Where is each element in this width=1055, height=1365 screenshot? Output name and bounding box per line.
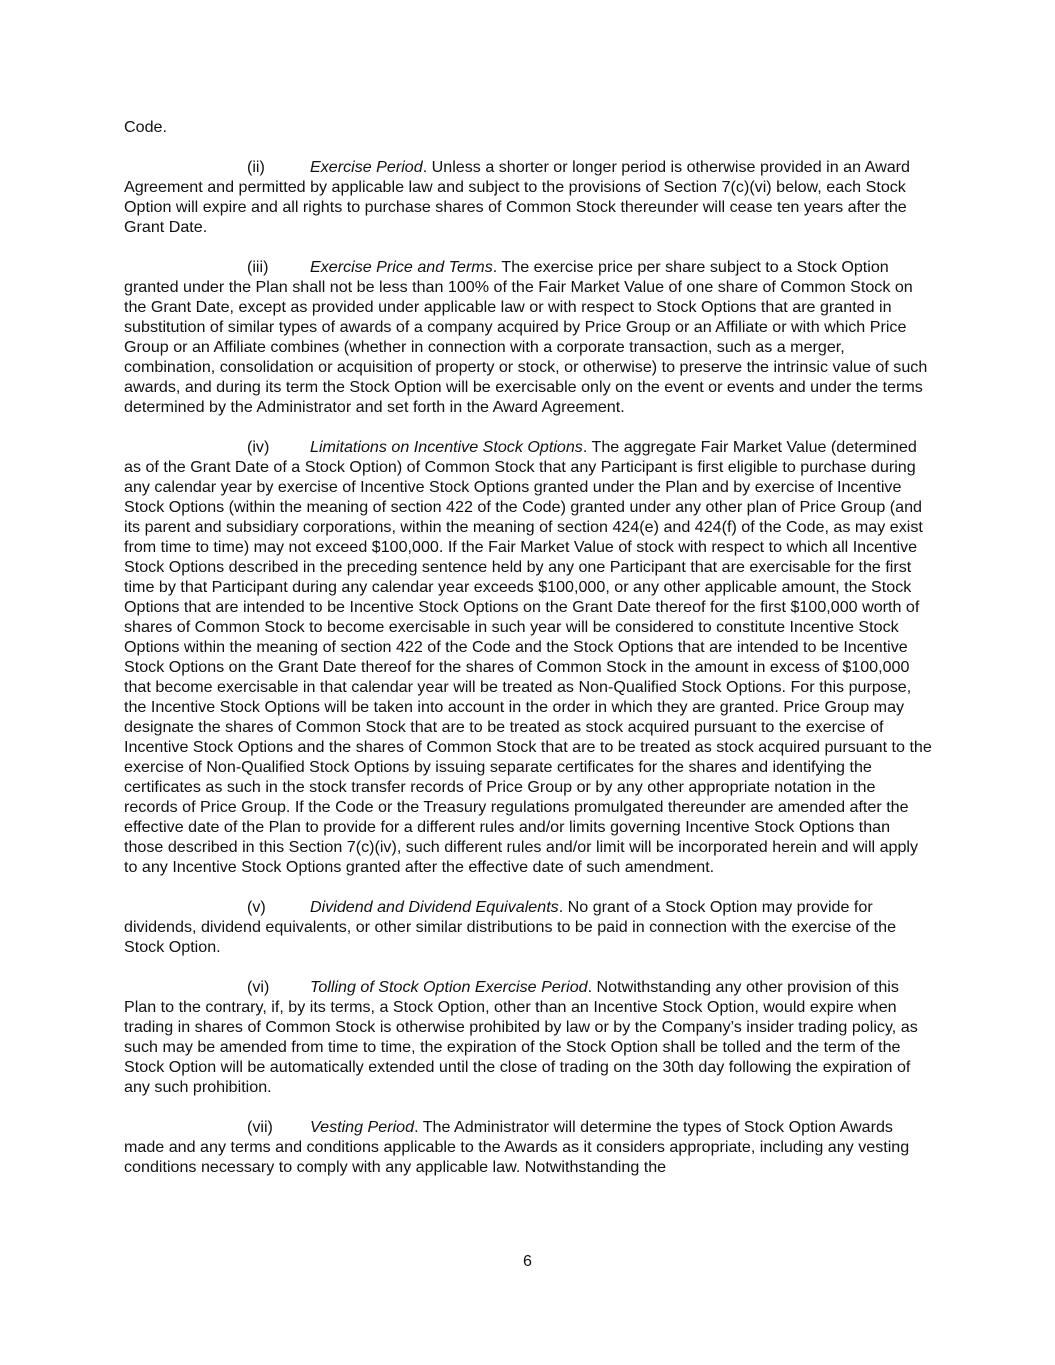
page-number: 6 xyxy=(523,1252,532,1270)
section-number: (vii) xyxy=(247,1118,273,1136)
section-vi xyxy=(124,977,932,1097)
section-number: (vi) xyxy=(247,978,270,996)
section-number: (v) xyxy=(247,898,266,916)
section-number: (ii) xyxy=(247,158,265,176)
section-v xyxy=(124,897,932,957)
document-page xyxy=(124,117,932,1197)
section-heading: Tolling of Stock Option Exercise Period xyxy=(310,978,588,996)
section-number: (iii) xyxy=(247,258,269,276)
section-body: . No grant of a Stock Option may provide for dividends, dividend equivalents, or other similar distributions to be paid in connection with the exercise of the Stock Option. xyxy=(124,898,897,956)
section-heading: Limitations on Incentive Stock Options xyxy=(310,438,583,456)
section-number: (iv) xyxy=(247,438,270,456)
section-body: . The Administrator will determine the types of Stock Option Awards made and any terms and conditions applicable to the Awards as it considers appropriate, including any vesting conditions necessary to comply with any applicable law. Notwithstanding the xyxy=(124,1118,910,1176)
section-heading: Exercise Price and Terms xyxy=(310,258,493,276)
section-heading: Exercise Period xyxy=(310,158,423,176)
intro-text: Code. xyxy=(124,118,167,136)
section-body: . Notwithstanding any other provision of this Plan to the contrary, if, by its terms, a Stock Option, other than an Incentive Stock Option, would expire when trading in shares of Common Stock is otherwise prohibited by law or by the Company’s insider trading policy, as such may be amended from time to time, the expiration of the Stock Option shall be tolled and the term of the Stock Option will be automatically extended until the close of trading on the 30th day following the expiration of any such prohibition. xyxy=(124,978,918,1096)
section-iii xyxy=(124,257,932,417)
section-ii xyxy=(124,157,932,237)
section-vii xyxy=(124,1117,932,1177)
section-body: . The aggregate Fair Market Value (determined as of the Grant Date of a Stock Option) of Common Stock that any Participant is first eligible to purchase during any calendar year by exercise of Incentive Stock Options granted under the Plan and by exercise of Incentive Stock Options (within the meaning of section 422 of the Code) granted under any other plan of Price Group (and its parent and subsidiary corporations, within the meaning of section 424(e) and 424(f) of the Code, as may exist from time to time) may not exceed $100,000. If the Fair Market Value of stock with respect to which all Incentive Stock Options described in the preceding sentence held by any one Participant that are exercisable for the first time by that Participant during any calendar year exceeds $100,000, or any other applicable amount, the Stock Options that are intended to be Incentive Stock Options on the Grant Date thereof for the first $100,000 worth of shares of Common Stock to become exercisable in such year will be considered to constitute Incentive Stock Options within the meaning of section 422 of the Code and the Stock Options that are intended to be Incentive Stock Options on the Grant Date thereof for the shares of Common Stock in the amount in excess of $100,000 that become exercisable in that calendar year will be treated as Non-Qualified Stock Options. For this purpose, the Incentive Stock Options will be taken into account in the order in which they are granted. Price Group may designate the shares of Common Stock that are to be treated as stock acquired pursuant to the exercise of Incentive Stock Options and the shares of Common Stock that are to be treated as stock acquired pursuant to the exercise of Non-Qualified Stock Options by issuing separate certificates for the shares and identifying the certificates as such in the stock transfer records of Price Group or by any other appropriate notation in the records of Price Group. If the Code or the Treasury regulations promulgated thereunder are amended after the effective date of the Plan to provide for a different rules and/or limits governing Incentive Stock Options than those described in this Section 7(c)(iv), such different rules and/or limit will be incorporated herein and will apply to any Incentive Stock Options granted after the effective date of such amendment. xyxy=(124,438,932,876)
section-heading: Dividend and Dividend Equivalents xyxy=(310,898,559,916)
section-heading: Vesting Period xyxy=(310,1118,415,1136)
section-body: . Unless a shorter or longer period is otherwise provided in an Award Agreement and permitted by applicable law and subject to the provisions of Section 7(c)(vi) below, each Stock Option will expire and all rights to purchase shares of Common Stock thereunder will cease ten years after the Grant Date. xyxy=(124,158,910,236)
section-iv xyxy=(124,437,932,877)
section-body: . The exercise price per share subject to a Stock Option granted under the Plan shall not be less than 100% of the Fair Market Value of one share of Common Stock on the Grant Date, except as provided under applicable law or with respect to Stock Options that are granted in substitution of similar types of awards of a company acquired by Price Group or an Affiliate or with which Price Group or an Affiliate combines (whether in connection with a corporate transaction, such as a merger, combination, consolidation or acquisition of property or stock, or otherwise) to preserve the intrinsic value of such awards, and during its term the Stock Option will be exercisable only on the event or events and under the terms determined by the Administrator and set forth in the Award Agreement. xyxy=(124,258,928,416)
